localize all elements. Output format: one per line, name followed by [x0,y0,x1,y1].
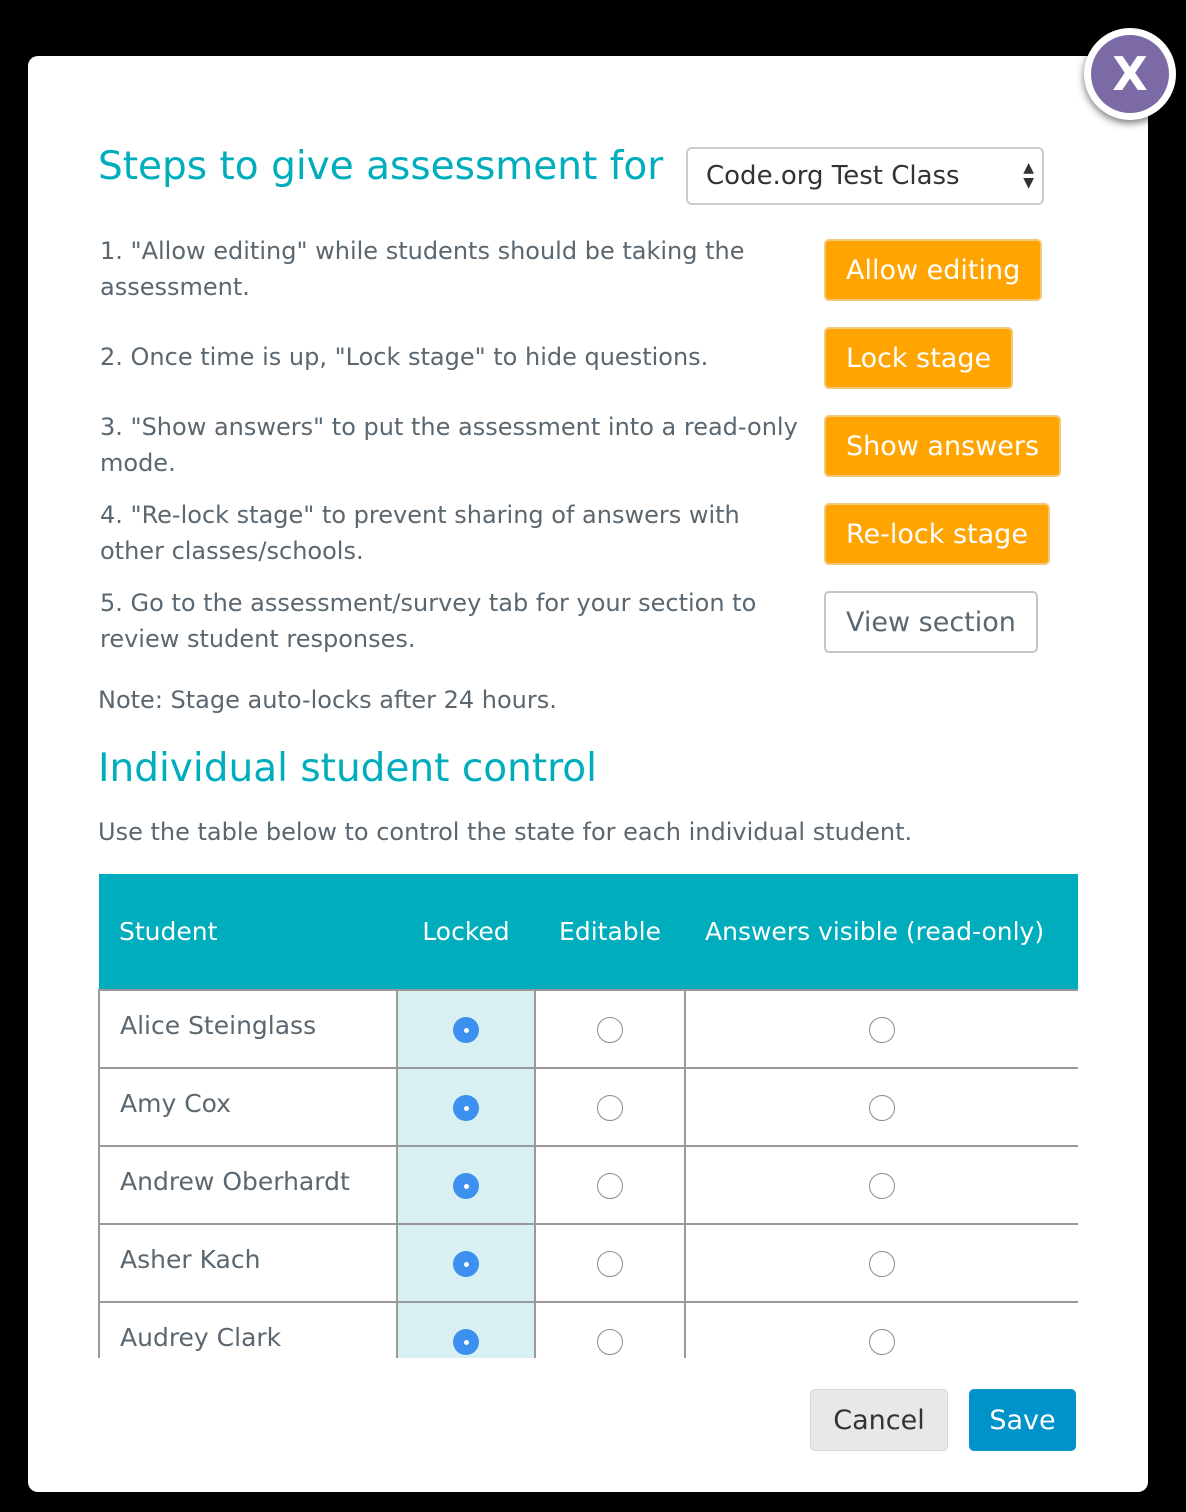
section-select-value: Code.org Test Class [706,161,960,191]
answers-visible-radio[interactable] [869,1017,895,1043]
dialog-title: Steps to give assessment for [98,144,664,189]
table-row [99,1302,1078,1358]
student-name: Audrey Clark [99,1302,397,1358]
section-select[interactable] [686,147,1044,205]
student-table-scroll[interactable] [98,874,1078,1358]
answers-visible-radio[interactable] [869,1251,895,1277]
student-table [98,874,1078,1358]
student-name: Andrew Oberhardt [99,1146,397,1224]
cancel-button[interactable]: Cancel [810,1389,948,1451]
table-row [99,990,1078,1068]
table-row [99,1068,1078,1146]
answers-visible-radio[interactable] [869,1173,895,1199]
locked-radio[interactable] [453,1329,479,1355]
show-answers-button[interactable]: Show answers [824,415,1061,477]
locked-radio[interactable] [453,1095,479,1121]
editable-radio[interactable] [597,1173,623,1199]
editable-radio[interactable] [597,1251,623,1277]
close-icon[interactable]: X [1091,35,1169,113]
header-student: Student [99,874,397,990]
step-1-text: 1. "Allow editing" while students should be taking the assessment. [100,237,745,301]
step-5-text: 5. Go to the assessment/survey tab for your section to review student responses. [100,589,757,653]
individual-control-title: Individual student control [98,746,598,791]
table-row [99,1224,1078,1302]
allow-editing-button[interactable]: Allow editing [824,239,1042,301]
step-2-text: 2. Once time is up, "Lock stage" to hide questions. [100,343,709,371]
lock-stage-button[interactable]: Lock stage [824,327,1013,389]
header-locked: Locked [397,874,535,990]
locked-radio[interactable] [453,1017,479,1043]
save-button[interactable]: Save [969,1389,1076,1451]
select-arrows-icon: ▲ ▼ [1023,160,1034,191]
close-button[interactable] [1084,28,1176,120]
table-row [99,1146,1078,1224]
student-name: Alice Steinglass [99,990,397,1068]
editable-radio[interactable] [597,1095,623,1121]
locked-radio[interactable] [453,1173,479,1199]
student-name: Asher Kach [99,1224,397,1302]
editable-radio[interactable] [597,1329,623,1355]
re-lock-stage-button[interactable]: Re-lock stage [824,503,1050,565]
auto-lock-note: Note: Stage auto-locks after 24 hours. [98,686,557,714]
answers-visible-radio[interactable] [869,1095,895,1121]
step-3-text: 3. "Show answers" to put the assessment into a read-only mode. [100,413,798,477]
student-name: Amy Cox [99,1068,397,1146]
header-answers-visible: Answers visible (read-only) [685,874,1078,990]
view-section-button[interactable]: View section [824,591,1038,653]
header-editable: Editable [535,874,685,990]
locked-radio[interactable] [453,1251,479,1277]
editable-radio[interactable] [597,1017,623,1043]
answers-visible-radio[interactable] [869,1329,895,1355]
table-header-row [99,874,1078,990]
step-4-text: 4. "Re-lock stage" to prevent sharing of answers with other classes/schools. [100,501,740,565]
individual-control-intro: Use the table below to control the state for each individual student. [98,818,913,846]
